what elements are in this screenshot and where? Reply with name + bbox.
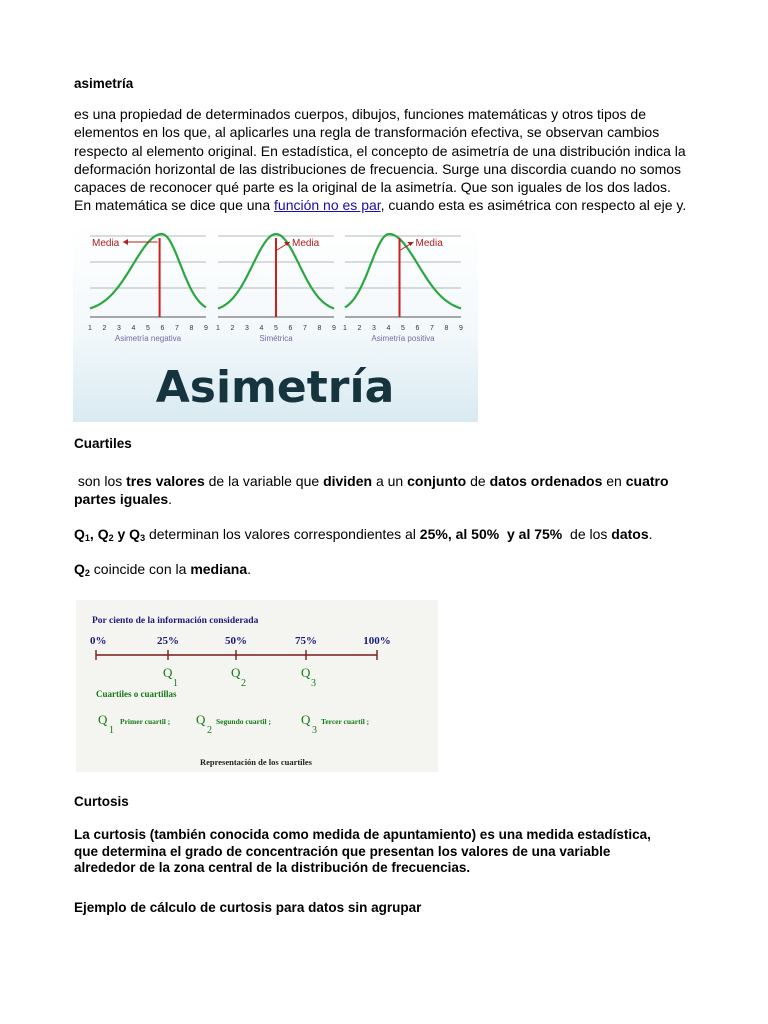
tick-label: 1: [216, 325, 220, 332]
media-label: Media: [415, 238, 443, 249]
paragraph-line: deformación horizontal de las distribuciones de frecuencia. Surge una discordia cuando no somos: [74, 160, 682, 177]
quartile-symbol: Q: [301, 712, 311, 727]
funcion-no-es-par-link[interactable]: función no es par: [274, 197, 381, 214]
tick-label: 9: [332, 325, 336, 332]
section-heading-asimetria: asimetría: [74, 76, 134, 91]
cuartiles-paragraph-3: $Q_2$ coincide con la mediana.: [74, 561, 252, 578]
tick-label: 7: [175, 325, 179, 332]
quartile-name: Primer cuartil ;: [120, 717, 171, 726]
cuartiles-paragraph-1: son los tres valores de la variable que dividen a un conjunto de datos ordenados en cuatro partes iguales.: [74, 473, 669, 508]
quartile-name: Segundo cuartil ;: [216, 717, 272, 726]
tick-label: 5: [146, 325, 150, 332]
quartile-subscript: 1: [173, 678, 178, 689]
quartile-symbol: Q: [163, 665, 173, 680]
paragraph-line: que determina el grado de concentración que presentan los valores de una variable: [74, 843, 611, 859]
tick-label: 8: [189, 325, 194, 332]
quartile-symbol: Q: [196, 712, 206, 727]
paragraph-line: respecto al elemento original. En estadística, el concepto de asimetría de una distribución indica la: [74, 142, 686, 159]
quartile-figure-caption: Representación de los cuartiles: [200, 757, 312, 767]
panel-caption: Simétrica: [259, 334, 293, 343]
percent-label: 25%: [157, 635, 179, 647]
asimetria-big-title: Asimetría: [155, 362, 395, 413]
paragraph-line: La curtosis (también conocida como medida de apuntamiento) es una medida estadística,: [74, 827, 651, 842]
tick-label: 7: [430, 325, 434, 332]
tick-label: 4: [131, 325, 136, 332]
tick-label: 1: [88, 325, 92, 332]
paragraph-line: capaces de reconocer qué parte es la original de la asimetría. Que son iguales de los dos lados.: [74, 179, 671, 196]
tick-label: 6: [288, 325, 293, 332]
tick-label: 8: [444, 325, 449, 332]
paragraph-line: alrededor de la zona central de la distribución de frecuencias.: [74, 860, 471, 875]
tick-label: 6: [415, 325, 420, 332]
tick-label: 4: [386, 325, 391, 332]
section-heading-curtosis: Curtosis: [74, 794, 129, 809]
percent-label: 100%: [363, 635, 391, 647]
tick-label: 3: [117, 325, 121, 332]
tick-label: 9: [459, 325, 463, 332]
panel-caption: Asimetría positiva: [371, 334, 435, 343]
quartile-subscript: 2: [241, 678, 246, 689]
asimetria-paragraph: [74, 105, 714, 215]
asimetria-figure: [73, 224, 478, 422]
tick-label: 7: [303, 325, 307, 332]
percent-label: 50%: [225, 635, 247, 647]
tick-label: 8: [317, 325, 322, 332]
tick-label: 9: [204, 325, 208, 332]
cuartiles-paragraph-2: $Q_1$, $Q_2$ y $Q_3$ determinan los valores correspondientes al 25%, al 50% y al 75% de los datos.: [74, 526, 653, 543]
panel-caption: Asimetría negativa: [114, 334, 182, 343]
quartile-subscript: 3: [312, 725, 317, 736]
tick-label: 5: [401, 325, 405, 332]
percent-label: 0%: [90, 635, 107, 647]
media-label: Media: [92, 238, 120, 249]
section-heading-cuartiles: Cuartiles: [74, 436, 132, 451]
tick-label: 1: [343, 325, 347, 332]
tick-label: 2: [102, 325, 107, 332]
paragraph-line: elementos en los que, al aplicarles una regla de transformación efectiva, se observan cambios: [74, 124, 660, 141]
tick-label: 3: [372, 325, 376, 332]
quartile-subscript: 1: [109, 725, 114, 736]
curtosis-paragraph: [74, 827, 714, 877]
quartile-name: Tercer cuartil ;: [321, 717, 370, 726]
quartile-subscript: 3: [311, 678, 316, 689]
paragraph-line: es una propiedad de determinados cuerpos, dibujos, funciones matemáticas y otros tipos de: [74, 106, 647, 122]
quartile-symbol: Q: [98, 712, 108, 727]
media-label: Media: [292, 238, 320, 249]
tick-label: 6: [160, 325, 165, 332]
quartile-figure-title: Por ciento de la información considerada: [92, 616, 259, 626]
quartile-symbol: Q: [231, 665, 241, 680]
tick-label: 5: [274, 325, 278, 332]
quartile-figure: [76, 600, 438, 772]
tick-label: 2: [230, 325, 235, 332]
quartile-subscript: 2: [207, 725, 212, 736]
quartile-symbol: Q: [301, 665, 311, 680]
tick-label: 2: [357, 325, 362, 332]
percent-label: 75%: [295, 635, 317, 647]
curtosis-example-heading: Ejemplo de cálculo de curtosis para datos sin agrupar: [74, 900, 422, 915]
tick-label: 3: [245, 325, 249, 332]
paragraph-line: En matemática se dice que una función no es par, cuando esta es asimétrica con respecto al eje y.: [74, 197, 687, 214]
tick-label: 4: [259, 325, 264, 332]
quartile-group-label: Cuartiles o cuartillas: [96, 689, 177, 699]
